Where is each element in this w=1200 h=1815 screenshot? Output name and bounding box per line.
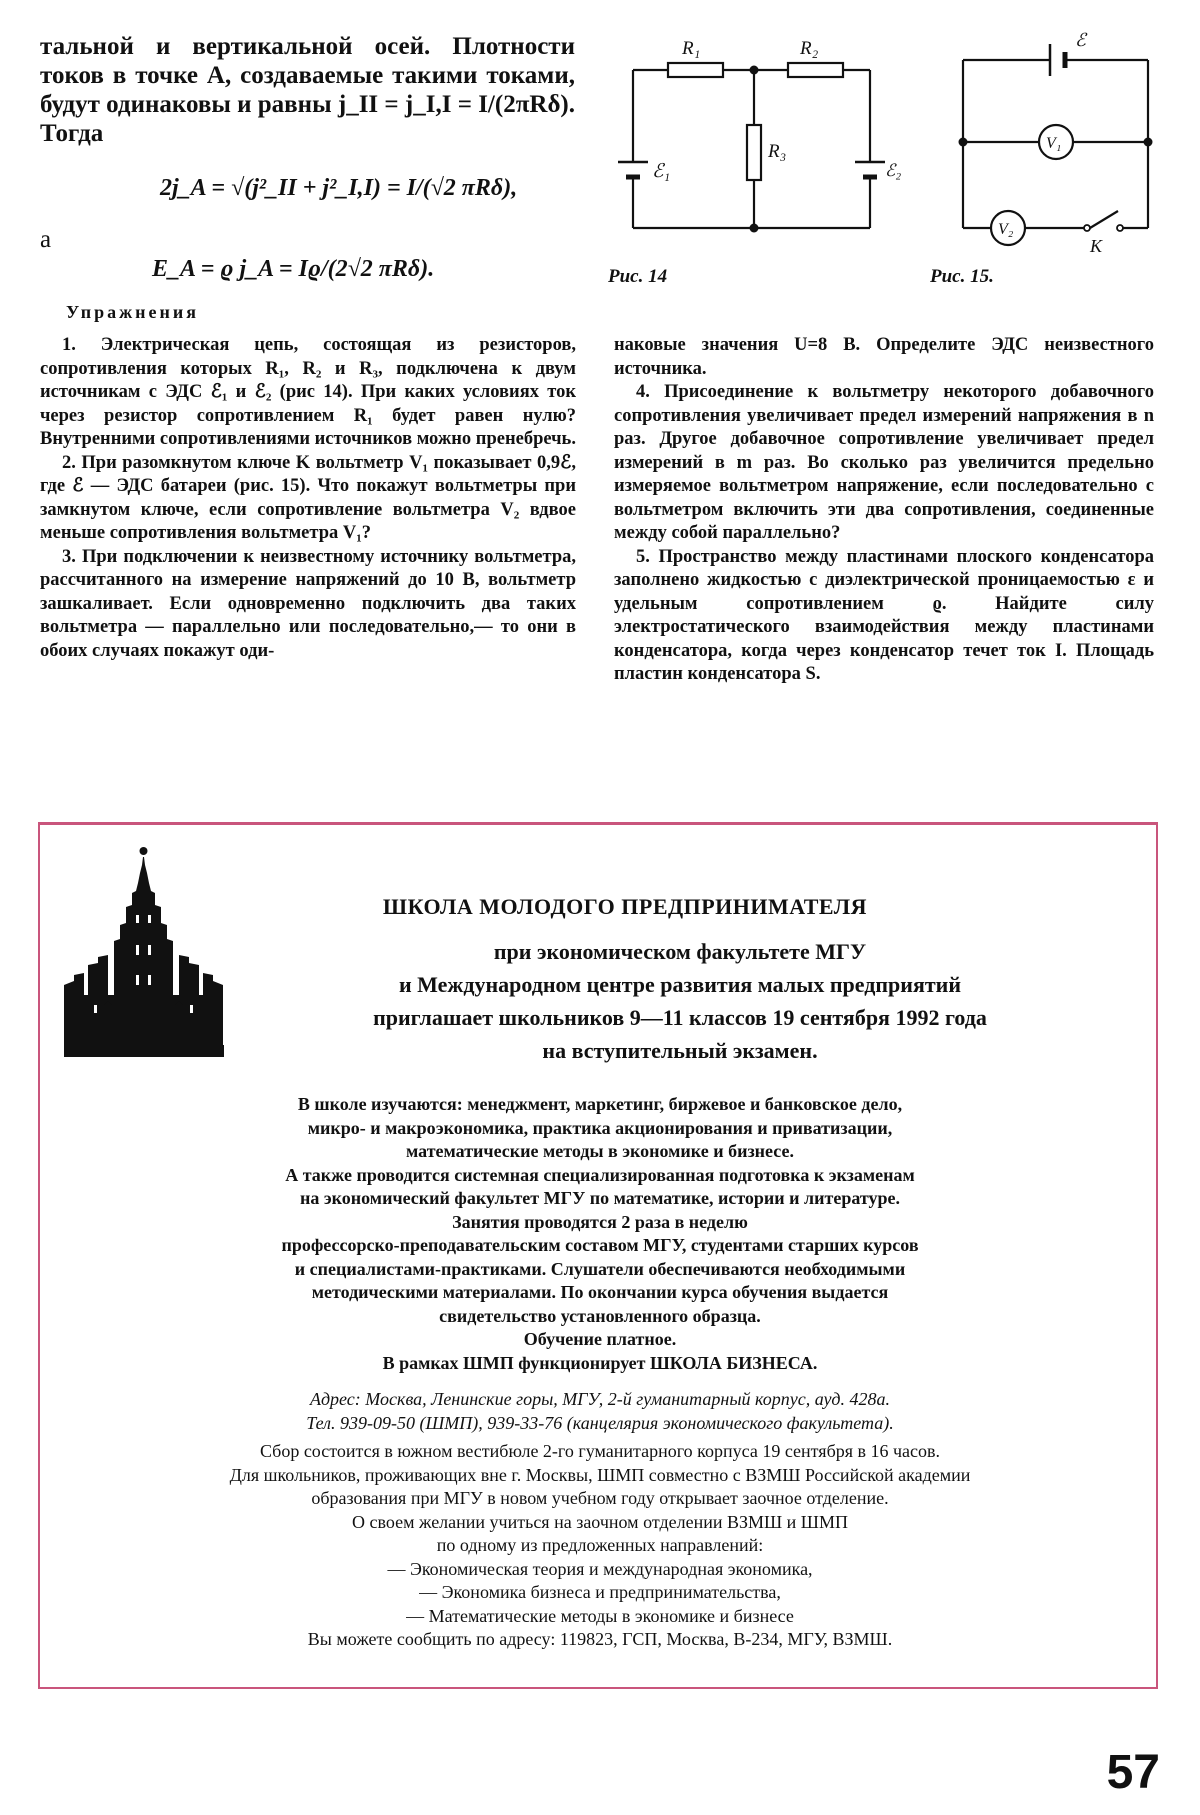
ad-body-line: микро- и макроэкономика, практика акционирования и приватизации,	[307, 1117, 893, 1138]
ad-footer-line: Для школьников, проживающих вне г. Москвы, ШМП совместно с ВЗМШ Российской академии	[229, 1464, 971, 1485]
ad-body-line: методическими материалами. По окончании курса обучения выдается	[311, 1282, 889, 1302]
label-v2: V₂	[998, 221, 1014, 238]
exercise-3: 3. При подключении к неизвестному источнику вольтметра, рассчитанного на измерение напряжений до 10 В, вольтметр зашкаливает. Если одновременно подключить два таких вольтметра — параллельно или последовательно,— то они в обоих случаях покажут оди-	[40, 546, 576, 661]
ad-footer-line: — Математические методы в экономике и бизнесе	[406, 1605, 794, 1626]
ad-footer-line: образования при МГУ в новом учебном году открывает заочное отделение.	[311, 1488, 889, 1508]
exercises-heading: Упражнения	[66, 302, 200, 322]
left-exercises	[40, 334, 576, 663]
label-k: K	[1090, 236, 1103, 256]
ad-title: ШКОЛА МОЛОДОГО ПРЕДПРИНИМАТЕЛЯ	[382, 894, 868, 919]
page-number: 57	[1106, 1746, 1160, 1799]
figure-15-caption: Рис. 15.	[930, 266, 994, 287]
ad-footer-line: Сбор состоится в южном вестибюле 2-го гуманитарного корпуса 19 сентября в 16 часов.	[259, 1441, 941, 1461]
ad-sub-line: приглашает школьников 9—11 классов 19 сентября 1992 года	[373, 1005, 987, 1030]
label-e1: ℰ₁	[652, 161, 671, 182]
ad-sub-line: на вступительный экзамен.	[542, 1038, 818, 1063]
ad-invitation	[240, 935, 1120, 1067]
ad-description	[60, 1093, 1140, 1375]
ad-body-line: математические методы в экономике и бизнесе.	[406, 1141, 794, 1161]
formula-current-density: 2j_A = √(j²_II + j²_I,I) = I/(√2 πRδ),	[160, 175, 518, 201]
ad-footer-line: Вы можете сообщить по адресу: 119823, ГСП, Москва, В-234, МГУ, ВЗМШ.	[307, 1629, 893, 1649]
ad-footer-line: по одному из предложенных направлений:	[436, 1535, 764, 1555]
exercise-5: 5. Пространство между пластинами плоского конденсатора заполнено жидкостью с диэлектрической проницаемостью ε и удельным сопротивлением ϱ. Найдите силу электростатического взаимодействия между пластинами конденсатора, когда через конденсатор течет ток I. Площадь пластин конденсатора S.	[614, 546, 1154, 684]
ad-sub-line: и Международном центре развития малых предприятий	[398, 972, 962, 997]
ad-body-line: свидетельство установленного образца.	[439, 1305, 761, 1326]
exercise-1: 1. Электрическая цепь, состоящая из резисторов, сопротивления которых R₁, R₂ и R₃, подключена к двум источникам с ЭДС ℰ₁ и ℰ₂ (рис 14). При каких условиях ток через резистор сопротивлением R₁ будет равен нулю? Внутренними сопротивлениями источников можно пренебречь.	[40, 335, 576, 449]
formula-field: E_A = ϱ j_A = Iϱ/(2√2 πRδ).	[152, 256, 435, 282]
ad-body-line: профессорско-преподавательским составом МГУ, студентами старших курсов	[281, 1235, 919, 1255]
ad-footer-line: — Экономическая теория и международная экономика,	[387, 1558, 813, 1579]
label-r3: R₃	[768, 141, 787, 162]
ad-body-line: В школе изучаются: менеджмент, маркетинг, биржевое и банковское дело,	[297, 1094, 903, 1114]
exercise-3-continued: наковые значения U=8 В. Определите ЭДС неизвестного источника.	[614, 335, 1154, 379]
ad-body-line: В рамках ШМП функционирует ШКОЛА БИЗНЕСА.	[382, 1352, 818, 1373]
intro-text: тальной и вертикальной осей. Плотности токов в точке A, создаваемые такими токами, будут одинаковы и равны j_II = j_I,I = I/(2πRδ). Тогда	[40, 33, 575, 147]
ad-address-line: Адрес: Москва, Ленинские горы, МГУ, 2-й гуманитарный корпус, ауд. 428а.	[309, 1389, 891, 1409]
ad-sub-line: при экономическом факультете МГУ	[493, 939, 867, 964]
figure-14-caption: Рис. 14	[608, 266, 668, 287]
msu-building-logo	[64, 845, 254, 1057]
exercise-2: 2. При разомкнутом ключе K вольтметр V₁ показывает 0,9ℰ, где ℰ — ЭДС батареи (рис. 15). Что покажут вольтметры при замкнутом ключе, если сопротивление вольтметра V₂ вдвое меньше сопротивления вольтметра V₁?	[40, 452, 576, 543]
ad-phone-line: Тел. 939-09-50 (ШМП), 939-33-76 (канцелярия экономического факультета).	[306, 1412, 894, 1433]
figure-14-circuit	[600, 30, 902, 240]
resistor-r1	[668, 63, 723, 77]
resistor-r2	[788, 63, 843, 77]
right-exercises	[614, 334, 1154, 687]
label-r1: R₁	[682, 38, 701, 59]
ad-body-line: Занятия проводятся 2 раза в неделю	[452, 1211, 748, 1232]
ad-footer-line: О своем желании учиться на заочном отделении ВЗМШ и ШМП	[352, 1511, 848, 1532]
exercise-4: 4. Присоединение к вольтметру некоторого добавочного сопротивления увеличивает предел измерений напряжения в n раз. Другое добавочное сопротивление увеличивает предел измерений в m раз. Во сколько раз увеличится предельно измеряемое вольтметром напряжение, если последовательно с вольтметром включить эти два сопротивления, соединенные между собой параллельно?	[614, 382, 1154, 543]
battery-e	[1050, 44, 1065, 76]
figure-15-circuit	[950, 30, 1155, 265]
label-e2: ℰ₂	[885, 161, 902, 180]
battery-e2	[855, 162, 885, 177]
intro-paragraph	[40, 32, 575, 148]
label-v1: V₁	[1046, 135, 1062, 152]
battery-e1	[618, 162, 648, 177]
ad-body-line: и специалистами-практиками. Слушатели обеспечиваются необходимыми	[294, 1258, 906, 1279]
label-e: ℰ	[1075, 30, 1086, 50]
ad-footer-line: — Экономика бизнеса и предпринимательства,	[419, 1582, 781, 1602]
ad-body-line: А также проводится системная специализированная подготовка к экзаменам	[285, 1164, 915, 1185]
ad-address	[60, 1388, 1140, 1435]
switch-k	[1090, 211, 1118, 228]
ad-body-line: Обучение платное.	[523, 1329, 677, 1349]
ad-body-line: на экономический факультет МГУ по математике, истории и литературе.	[300, 1188, 900, 1208]
resistor-r3	[747, 125, 761, 180]
conjunction-a: а	[40, 226, 52, 253]
ad-footer	[50, 1440, 1150, 1652]
label-r2: R₂	[800, 38, 819, 59]
